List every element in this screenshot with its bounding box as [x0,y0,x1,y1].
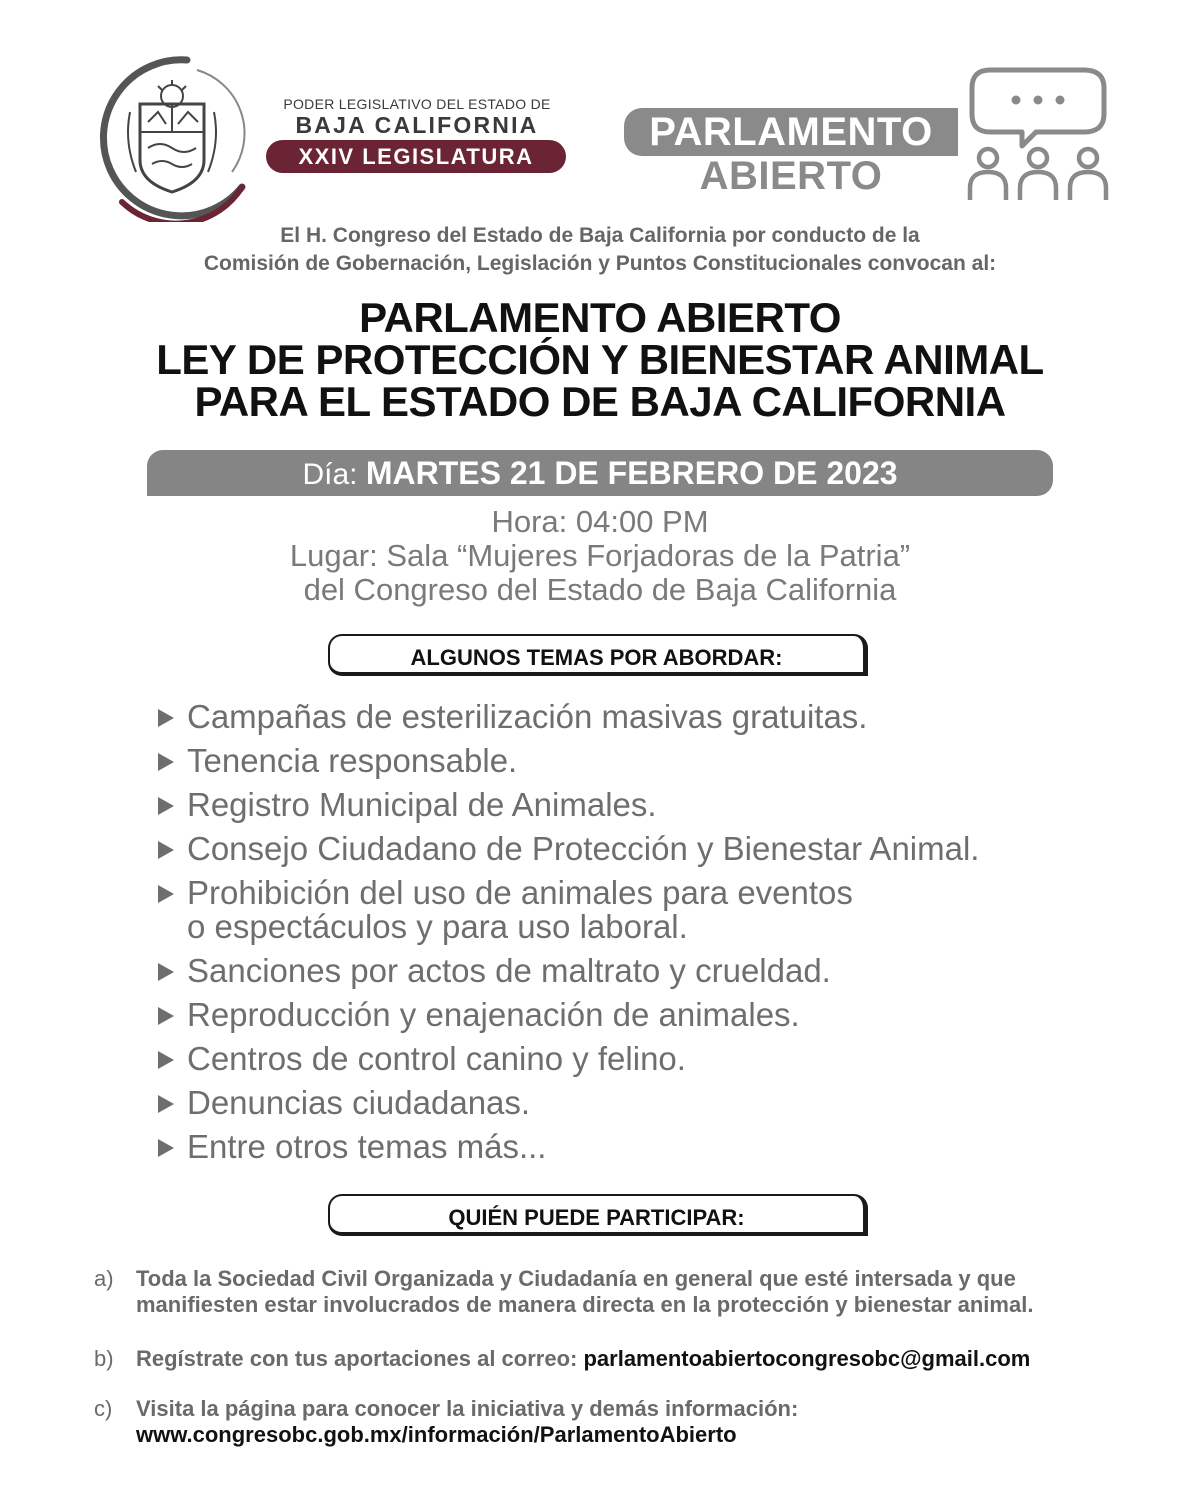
list-item: Consejo Ciudadano de Protección y Bienestar Animal. [158,832,1158,866]
triangle-bullet-icon [158,963,174,981]
triangle-bullet-icon [158,709,174,727]
event-place-line2: del Congreso del Estado de Baja California [303,572,897,607]
event-place-line1: Lugar: Sala “Mujeres Forjadoras de la Patria” [289,538,911,573]
participation-item-a [94,1266,1134,1318]
contact-email-link[interactable]: parlamentoabiertocongresobc@gmail.com [583,1346,1031,1371]
title-line1: PARLAMENTO ABIERTO [359,294,841,341]
participation-heading [328,1194,868,1236]
item-a-line1: Toda la Sociedad Civil Organizada y Ciudadanía en general que esté intersada y que [136,1266,1016,1291]
topics-heading-label: ALGUNOS TEMAS POR ABORDAR: [410,645,783,671]
list-item: Centros de control canino y felino. [158,1042,1158,1076]
day-value: MARTES 21 DE FEBRERO DE 2023 [365,455,898,491]
item-letter: b) [94,1346,114,1371]
triangle-bullet-icon [158,1051,174,1069]
title-line3: PARA EL ESTADO DE BAJA CALIFORNIA [194,378,1006,425]
triangle-bullet-icon [158,841,174,859]
triangle-bullet-icon [158,753,174,771]
topics-heading [328,634,868,676]
list-item: Prohibición del uso de animales para eventos o espectáculos y para uso laboral. [158,876,1158,944]
people-icon [970,149,1106,200]
triangle-bullet-icon [158,797,174,815]
chat-people-icon [966,66,1110,204]
event-time: Hora: 04:00 PM [491,504,709,539]
participation-item-c [94,1396,1134,1448]
triangle-bullet-icon [158,1139,174,1157]
item-c-text: Visita la página para conocer la iniciativa y demás información: [136,1396,799,1421]
institution-name-line1: PODER LEGISLATIVO DEL ESTADO DE [283,96,551,112]
intro-line1: El H. Congreso del Estado de Baja California por conducto de la [280,224,920,247]
parlamento-logo-bottom: ABIERTO [699,154,883,198]
triangle-bullet-icon [158,1007,174,1025]
item-letter: c) [94,1396,113,1421]
triangle-bullet-icon [158,1095,174,1113]
day-label: Día: [302,458,366,491]
legislature-badge: XXIV LEGISLATURA [266,140,566,173]
participation-heading-label: QUIÉN PUEDE PARTICIPAR: [448,1205,745,1231]
parlamento-logo-top: PARLAMENTO [624,108,958,156]
website-link[interactable]: www.congresobc.gob.mx/información/ParlamentoAbierto [136,1422,737,1447]
list-item: Campañas de esterilización masivas gratuitas. [158,700,1158,734]
institution-name-line2: BAJA CALIFORNIA [295,112,539,138]
list-item: Reproducción y enajenación de animales. [158,998,1158,1032]
list-item: Sanciones por actos de maltrato y crueldad. [158,954,1158,988]
list-item: Entre otros temas más... [158,1130,1158,1164]
list-item: Tenencia responsable. [158,744,1158,778]
item-letter: a) [94,1266,114,1291]
item-b-text: Regístrate con tus aportaciones al correo: [136,1346,584,1371]
topics-list [158,700,1158,1174]
triangle-bullet-icon [158,885,174,903]
chat-bubble-icon [972,70,1104,146]
list-item: Registro Municipal de Animales. [158,788,1158,822]
event-date-bar [147,450,1053,496]
state-seal-icon [92,52,252,222]
title-line2: LEY DE PROTECCIÓN Y BIENESTAR ANIMAL [156,336,1044,383]
participation-item-b [94,1346,1134,1372]
list-item: Denuncias ciudadanas. [158,1086,1158,1120]
intro-line2: Comisión de Gobernación, Legislación y Puntos Constitucionales convocan al: [203,252,997,275]
item-a-line2: manifiesten estar involucrados de manera directa en la protección y bienestar animal. [136,1292,1034,1317]
